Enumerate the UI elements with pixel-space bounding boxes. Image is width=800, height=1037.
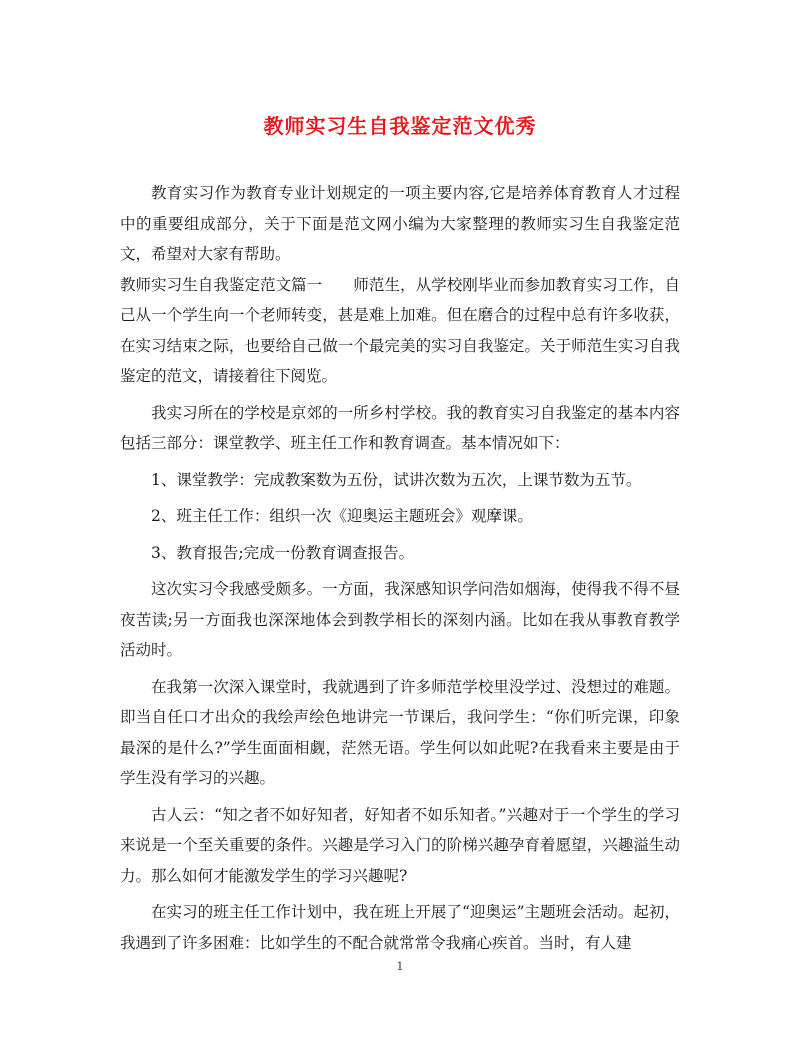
paragraph-first-class: 在我第一次深入课堂时，我就遇到了许多师范学校里没学过、没想过的难题。即当自任口才出众的我绘声绘色地讲完一节课后，我问学生：“你们听完课，印象最深的是什么?”学生面面相觑，茫然无语。学生何以如此呢?在我看来主要是由于学生没有学习的兴趣。	[120, 677, 680, 787]
document-title: 教师实习生自我鉴定范文优秀	[263, 114, 537, 138]
paragraph-class-meeting: 在实习的班主任工作计划中，我在班上开展了“迎奥运”主题班会活动。起初，我遇到了许多困难：比如学生的不配合就常常令我痛心疾首。当时，有人建	[120, 903, 680, 952]
document-body	[120, 178, 680, 958]
paragraph-section-one: 教师实习生自我鉴定范文篇一 师范生，从学校刚毕业而参加教育实习工作，自己从一个学生向一个老师转变，甚是难上加难。但在磨合的过程中总有许多收获，在实习结束之际，也要给自己做一个最完美的实习自我鉴定。关于师范生实习自我鉴定的范文，请接着往下阅览。	[120, 275, 680, 385]
paragraph-school: 我实习所在的学校是京郊的一所乡村学校。我的教育实习自我鉴定的基本内容包括三部分：课堂教学、班主任工作和教育调查。基本情况如下：	[120, 403, 680, 452]
page-number: 1	[396, 960, 404, 973]
paragraph-intro: 教育实习作为教育专业计划规定的一项主要内容,它是培养体育教育人才过程中的重要组成部分，关于下面是范文网小编为大家整理的教师实习生自我鉴定范文，希望对大家有帮助。	[120, 184, 680, 263]
list-item-class-teacher: 2、班主任工作：组织一次《迎奥运主题班会》观摩课。	[151, 507, 533, 525]
paragraph-interest: 古人云：“知之者不如好知者，好知者不如乐知者。”兴趣对于一个学生的学习来说是一个至关重要的条件。兴趣是学习入门的阶梯兴趣孕育着愿望，兴趣溢生动力。那么如何才能激发学生的学习兴趣呢?	[120, 805, 680, 885]
paragraph-feelings: 这次实习令我感受颇多。一方面，我深感知识学问浩如烟海，使得我不得不昼夜苦读;另一方面我也深深地体会到教学相长的深刻内涵。比如在我从事教育教学活动时。	[120, 580, 680, 659]
list-item-report: 3、教育报告;完成一份教育调查报告。	[151, 543, 415, 562]
list-item-teaching: 1、课堂教学：完成教案数为五份，试讲次数为五次，上课节数为五节。	[151, 470, 642, 489]
